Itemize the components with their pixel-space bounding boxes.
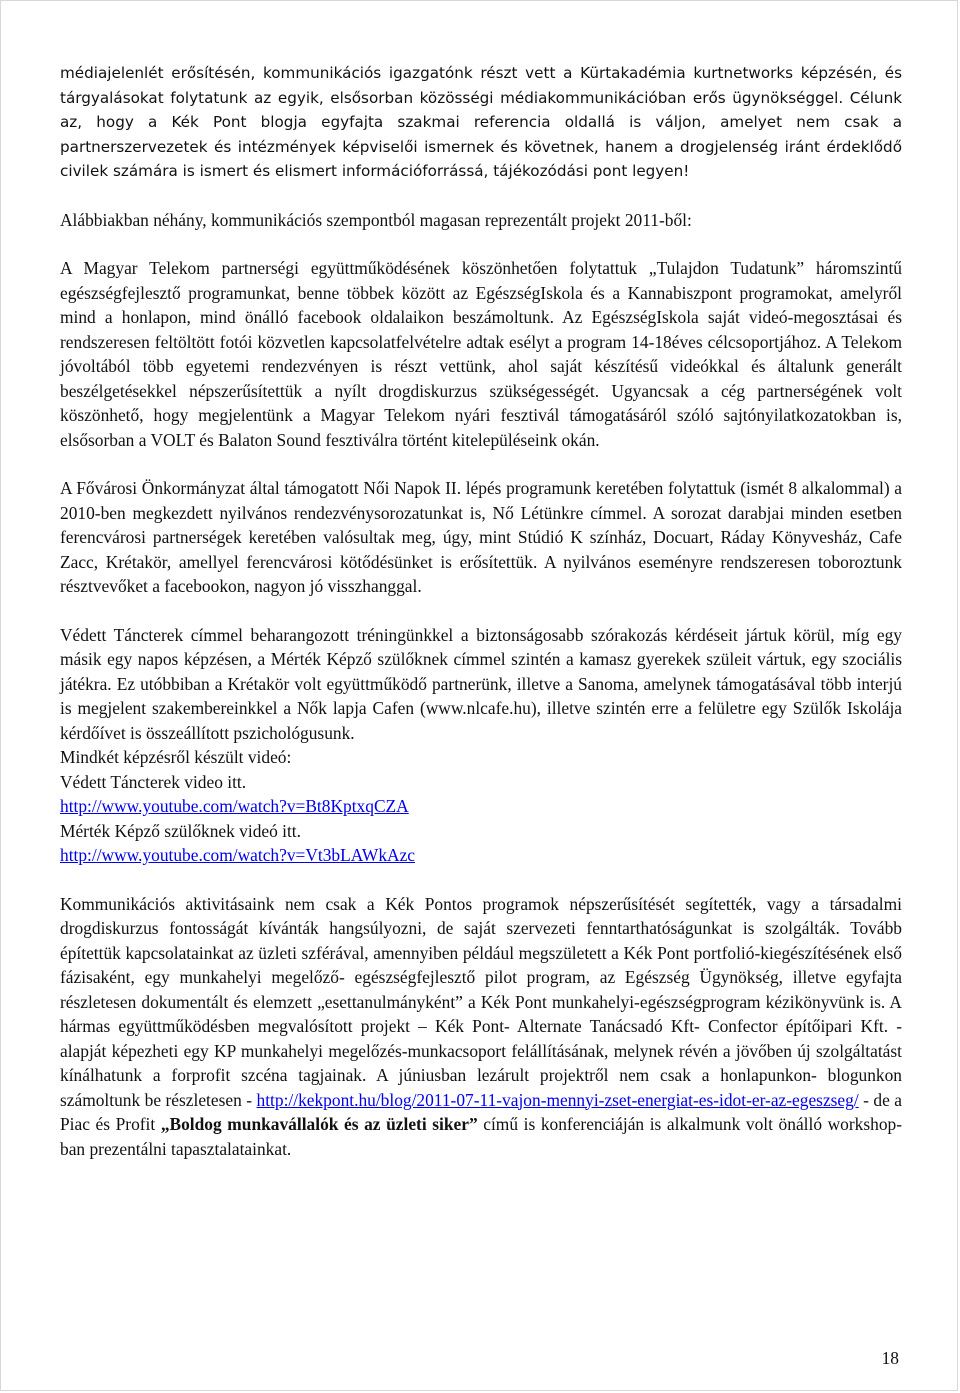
p6-text-mid: - de a Piac és Profit bbox=[60, 1089, 902, 1134]
p6-text-before: Kommunikációs aktivitásaink nem csak a Kék Pontos programok népszerűsítését segítették, vagy a társadalmi drogdiskurzus fontosságát kívánták hangsúlyozni, de saját szervezeti fenntarthatóságunkat is szolgálták. Tovább építettük kapcsolatainkat az üzleti szférával, amennyiben például megszületett a Kék Pont portfolió-kiegészítésének első fázisaként, egy munkahelyi megelőző- egészségfejlesztő pilot program, az Egészség Ügynökség, illetve egyfajta részletesen dokumentált és elemzett „esettanulmányként” a Kék Pont munkahelyi-egészségprogram kézikönyvünk is. A hármas együttműködésben megvalósított projekt – Kék Pont- Alternate Tanácsadó Kft- Confector építőipari Kft. - alapját képezheti egy KP munkahelyi megelőzés-munkacsoport felállításának, melynek révén a jövőben új szolgáltatást kínálhatunk a forprofit szcéna tagjainak. A júniusban lezárult projektről nem csak a honlapunkon- blogunkon számoltunk be részletesen - bbox=[60, 893, 902, 1110]
video-1-label: Védett Táncterek video itt. bbox=[60, 771, 247, 792]
paragraph-telekom: A Magyar Telekom partnerségi együttműködésének köszönhetően folytattuk „Tulajdon Tudatunk” háromszintű egészségfejlesztő programunkat, benne többek között az EgészségIskola és a Kannabiszpont programokat, amelyről mind a honlapon, mind önálló facebook oldalaikon beszámoltunk. Az EgészségIskola saját videó-megosztásai és rendszeresen feltöltött fotói közvetlen kapcsolatfelvételre adtak esélyt a program 14-18éves célcsoportjához. A Telekom jóvoltából több egyetemi rendezvényen is részt vettünk, ahol saját készítésű videókkal és általunk generált beszélgetésekkel népszerűsítettük a nyílt drogdiskurzus szükségességét. Ugyancsak a cég partnerségének volt köszönhető, hogy megjelentünk a Magyar Telekom nyári fesztivál támogatásáról szóló sajtónyilatkozatokban is, elsősorban a VOLT és Balaton Sound fesztiválra történt kitelepüléseink okán. bbox=[60, 258, 902, 450]
video-intro: Mindkét képzésről készült videó: bbox=[60, 747, 292, 767]
video-1-link[interactable]: http://www.youtube.com/watch?v=Bt8KptxqCZA bbox=[60, 796, 409, 816]
paragraph-noi-napok: A Fővárosi Önkormányzat által támogatott Női Napok II. lépés programunk keretében folytattuk (ismét 8 alkalommal) a 2010-ben megkezdett nyilvános rendezvénysorozatunkat is, Nő Létünkre címmel. A sorozat darabjai minden esetben ferencvárosi partnerségek keretében valósultak meg, úgy, mint Stúdió K színház, Docuart, Ráday Könyvesház, Cafe Zacc, Krétakör, amellyel ferencvárosi kötődésünket is erősítettük. A nyilvános eseményre rendszeresen toboroztunk résztvevőket a facebookon, nagyon jó visszhanggal. bbox=[60, 478, 902, 596]
video-2-label: Mérték Képző szülőknek videó itt. bbox=[60, 820, 301, 841]
video-2-link[interactable]: http://www.youtube.com/watch?v=Vt3bLAWkAzc bbox=[60, 845, 416, 865]
paragraph-projects-intro: Alábbiakban néhány, kommunikációs szempontból magasan reprezentált projekt 2011-ből: bbox=[60, 209, 692, 230]
kekpont-blog-link[interactable]: http://kekpont.hu/blog/2011-07-11-vajon-mennyi-zset-energiat-es-idot-er-az-egeszseg/ bbox=[256, 1089, 859, 1110]
conference-title: „Boldog munkavállalók és az üzleti siker” bbox=[160, 1114, 478, 1134]
page-number: 18 bbox=[881, 1348, 899, 1368]
paragraph-blog-goals: médiajelenlét erősítésén, kommunikációs igazgatónk részt vett a Kürtakadémia kurtnetworks képzésén, és tárgyalásokat folytatunk az egyik, elsősorban közösségi médiakommunikációban erős ügynökséggel. Célunk az, hogy a Kék Pont blogja egyfajta szakmai referencia oldallá is váljon, amelyet nem csak a partnerszervezetek és intézmények képviselői ismernek és követnek, hanem a drogjelenség iránt érdeklődő civilek számára is ismert és elismert információforrássá, tájékozódási pont legyen! bbox=[60, 64, 902, 180]
p6-text-after: című is konferenciáján is alkalmunk volt önálló workshop-ban prezentálni tapasztalatainkat. bbox=[60, 1114, 902, 1159]
document-body bbox=[60, 61, 902, 1161]
paragraph-communication-activities bbox=[60, 892, 902, 1162]
video-list bbox=[60, 745, 902, 868]
paragraph-vedett-tancterek: Védett Táncterek címmel beharangozott tréningünkkel a biztonságosabb szórakozás kérdéseit jártuk körül, míg egy másik egy napos képzésen, a Mérték Képző szülőknek címmel szintén a kamasz gyerekek szüleit vártuk, egy szociális játékra. Ez utóbbiban a Krétakör volt együttműködő partnerünk, illetve a Sanoma, amelynek támogatásával több interjú is megjelent szakembereinkkel a Nők lapja Cafen (www.nlcafe.hu), illetve szintén erre a felületre egy Szülők Iskolája kérdőívet is összeállított pszichológusunk. bbox=[60, 624, 902, 743]
